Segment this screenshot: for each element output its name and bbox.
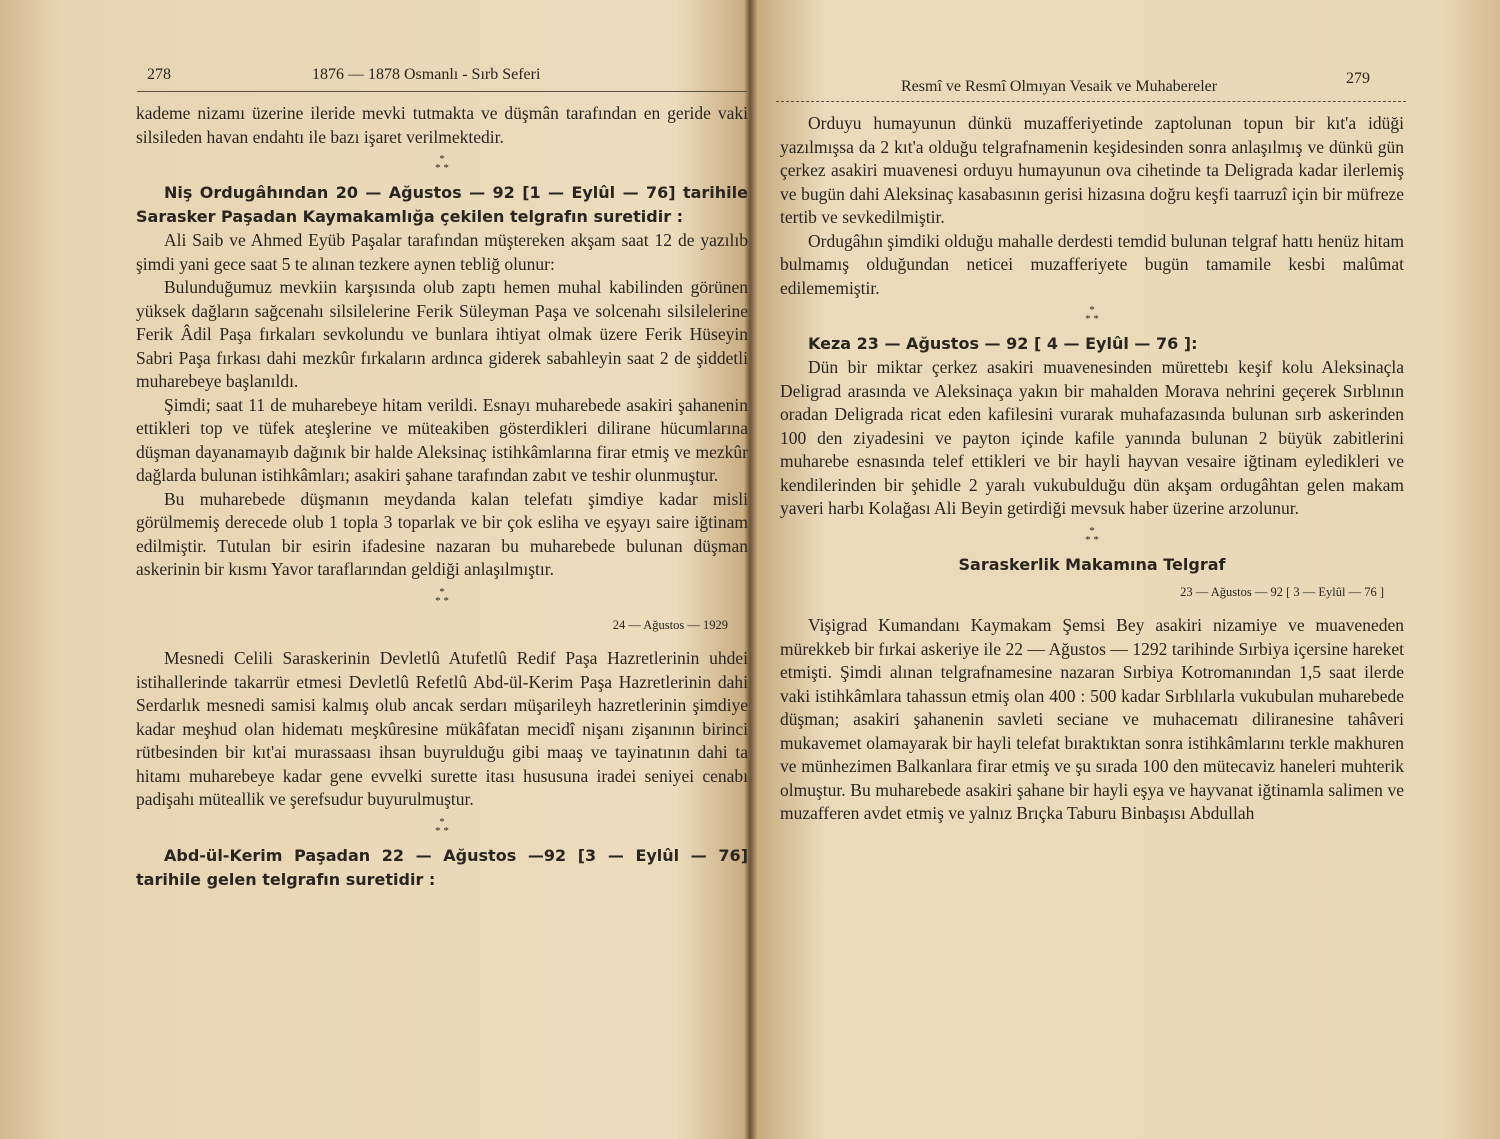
paragraph: Bulunduğumuz mevkiin karşısında olub zaptı hemen muhal kabilinden görünen yüksek dağların sağcenahı silsilelerine Ferik Süleyman Paşa ve solcenahı silsilelerine Ferik Âdil Paşa fırkaları sevkolundu ve bunlara ihtiyat olmak üzere Ferik Hüseyin Sabri Paşa fırkası dahi mezkûr fırkaların ardınca giderek sabahleyin saat 2 de şiddetli muharebeye başlanıldı. [136,277,748,391]
date-line: 23 — Ağustos — 92 [ 3 — Eylûl — 76 ] [1180,584,1384,599]
header-rule [776,101,1406,102]
right-page [756,0,1500,1139]
page-number: 278 [147,66,171,83]
section-heading: Keza 23 — Ağustos — 92 [ 4 — Eylûl — 76 ]: [808,334,1198,353]
paragraph: Orduyu humayunun dünkü muzafferiyetinde zaptolunan topun bir kıt'a idüği yazılmışsa da 2 kıt'a olduğu telgrafnamenin keşidesinden sonra anlaşılmış ve dünkü gün çerkez asakiri muavenesi orduyu humayunun ova cihetinde ta Deligrada kadar ilerlemiş ve bugün dahi Aleksinaç kasabasının gerisi hizasına doğru keşfi taarruzî için bir müfreze tertib ve sevkedilmiştir. [780,113,1404,227]
section-divider: * * * [435,585,449,607]
paragraph: kademe nizamı üzerine ileride mevki tutmakta ve düşmân tarafından en geride vaki silsileden havan endahtı ile bazı işaret verilmektedir. [136,103,748,147]
section-divider: * * * [435,815,449,837]
right-page-body [780,112,1404,826]
paragraph: Dün bir miktar çerkez asakiri muavenesinden mürettebı keşif kolu Aleksinaçla Deligrad arasında ve Aleksinaça yakın bir mahalden Morava nehrini geçerek Sırblının oradan Deligrada ricat eden kafilesini vurarak muhafazasında bulunan sırb askerinden 100 den ziyadesini ve payton içinde kafile yanında bulunan 2 büyük zabitlerini muharebe esnasında telef ettikleri ve bir hayli hayvan vesaire iğtinam eyledikleri ve kendilerinden bir şehidle 2 yaralı vukubulduğu dün akşam ordugâhtan gelen makam yaveri harbı Kolağası Ali Beyin getirdiği mevsuk haber üzerine arzolunur. [780,357,1404,518]
running-head: 1876 — 1878 Osmanlı - Sırb Seferi [312,66,541,83]
left-page-body [136,102,748,892]
section-divider: * * * [1085,524,1099,546]
section-heading: Abd-ül-Kerim Paşadan 22 — Ağustos —92 [3 — Eylûl — 76] tarihile gelen telgrafın suretidir : [136,845,748,889]
section-divider: * * * [435,153,449,174]
paragraph: Ordugâhın şimdiki olduğu mahalle derdesti temdid bulunan telgraf hattı henüz hitam bulmamış olduğundan neticei muzafferiyete bugün tamamile kesbi malûmat edilememiştir. [780,230,1404,298]
section-heading: Saraskerlik Makamına Telgraf [958,554,1226,574]
paragraph: Mesnedi Celili Saraskerinin Devletlû Atufetlû Redif Paşa Hazretlerinin uhdei istihallerinde takarrür etmesi Devletlû Refetlû Abd-ül-Kerim Paşa Hazretlerinin dahi Serdarlık mesnedi samisi kalmış olub ancak serdarı müşarileyh hazretlerinin şimdiye kadar meşhud olan hidematı meşkûresine mükâfatan mecidî nişanı zişanının birinci rütbesinden bir kıt'ai murassaası ihsan buyrulduğu gibi maaş ve tayinatının dahi ta hitamı muharebeye kadar gene evvelki surette itası hususuna iradei seniyei cenabı padişahı müteallik ve şerefsudur buyurulmuştur. [136,648,748,809]
paragraph: Bu muharebede düşmanın meydanda kalan telefatı şimdiye kadar misli görülmemiş derecede olub 1 topla 3 toparlak ve bir çok esliha ve eşyayı saire iğtinam edilmiştir. Tutulan bir esirin ifadesine nazaran bu muharebede bulunan düşman askerinin bir kısmı Yavor taraflarından geldiği anlaşılmıştır. [136,488,748,579]
paragraph: Şimdi; saat 11 de muharebeye hitam verildi. Esnayı muharebede asakiri şahanenin ettikleri top ve tüfek ateşlerine ve müteakiben gösterdikleri dilirane hücumlarına düşman dayanamayıb dağınık bir halde Aleksinaç istihkâmlarına firar etmiş ve mezkûr dağlarda bulunan istihkâmları; asakiri şahane tarafından zabıt ve teshir olunmuştur. [136,394,748,485]
date-line: 24 — Ağustos — 1929 [612,617,728,632]
page-number: 279 [1346,70,1370,87]
section-heading: Niş Ordugâhından 20 — Ağustos — 92 [1 — Eylûl — 76] tarihile Sarasker Paşadan Kaymakamlığa çekilen telgrafın suretidir : [136,183,748,226]
header-rule [137,91,747,92]
paragraph: Vişigrad Kumandanı Kaymakam Şemsi Bey asakiri nizamiye ve muaveneden mürekkeb bir fırkai askeriye ile 22 — Ağustos — 1292 tarihinde Sırbiya içersine hareket etmişti. Şimdi alınan telgrafnamesine nazaran Sırbiya Kotromanından 1,5 saat ilerde vaki istihkâmlara tahassun etmiş olan 400 : 500 kadar Sırblılarla vukubulan muharebede düşman; asakiri şahanenin savleti seciane ve muhacematı diliranesine tahâveri mukavemet olamayarak bir hayli telefat bıraktıktan sonra istihkâmlarını terkle makhuren ve münhezimen Balkanlara firar etmiş ve şu sırada 100 den mütecaviz haneleri muhterik olmuştur. Bu muharebede asakiri şahane bir hayli eşya ve hayvanat iğtinamla salimen ve muzafferen avdet etmiş ve yalnız Brıçka Taburu Binbaşısı Abdullah [780,615,1404,823]
paragraph: Ali Saib ve Ahmed Eyüb Paşalar tarafından müştereken akşam saat 12 de yazılıb şimdi yani gece saat 5 te alınan tezkere aynen tebliğ olunur: [136,230,748,274]
running-head: Resmî ve Resmî Olmıyan Vesaik ve Muhabereler [901,78,1218,95]
section-divider: * * * [1085,304,1099,325]
